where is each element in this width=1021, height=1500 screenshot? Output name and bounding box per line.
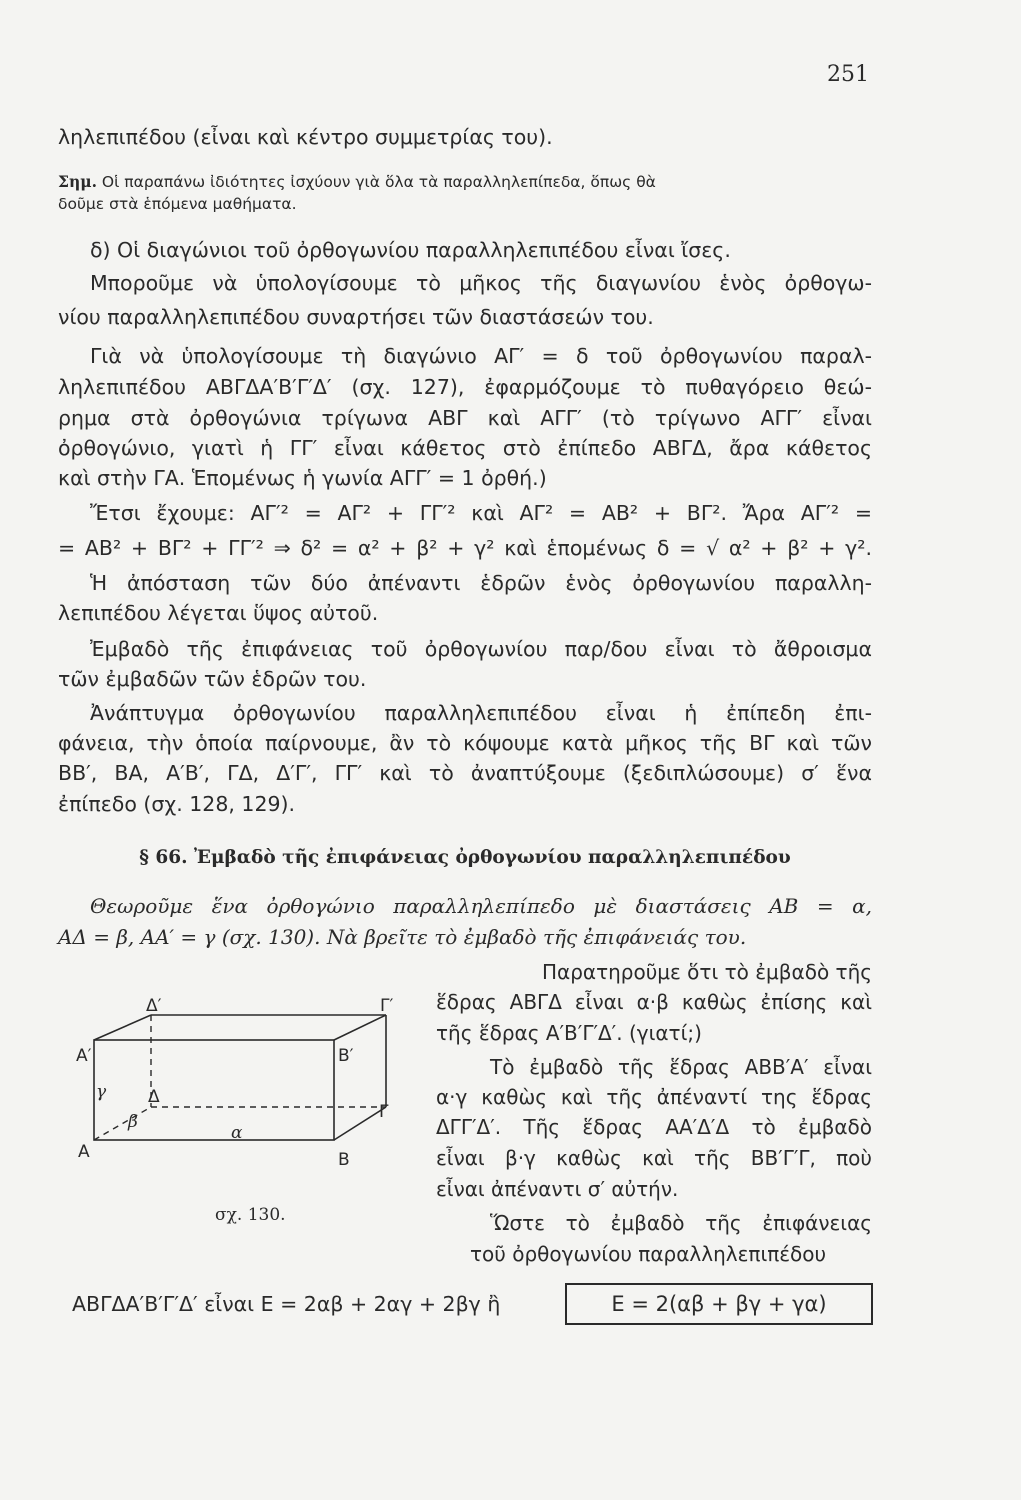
- box-diagram: [76, 995, 396, 1205]
- edge-bp-gp: [334, 1015, 386, 1040]
- problem-line: Θεωροῦμε ἕνα ὀρθογώνιο παραλληλεπίπεδο μὲ διαστάσεις ΑΒ = α,: [90, 894, 872, 918]
- figure-caption: σχ. 130.: [215, 1205, 286, 1225]
- label-gamma: γ: [96, 1082, 107, 1102]
- label-gp: Γ′: [380, 996, 394, 1016]
- right-column-line: ἕδρας ΑΒΓΔ εἶναι α·β καθὼς ἐπίσης καὶ: [436, 990, 872, 1014]
- text-line: φάνεια, τὴν ὁποία παίρνουμε, ἂν τὸ κόψουμε κατὰ μῆκος τῆς ΒΓ καὶ τῶν: [58, 731, 872, 755]
- text-line: ἐπίπεδο (σχ. 128, 129).: [58, 792, 296, 816]
- label-g: Γ: [379, 1102, 389, 1122]
- label-a: Α: [78, 1142, 90, 1162]
- equation-line: = ΑΒ² + ΒΓ² + ΓΓ′² ⇒ δ² = α² + β² + γ² καὶ ἑπομένως δ = √ α² + β² + γ².: [58, 536, 872, 560]
- text-line: ὀρθογώνιο, γιατὶ ἡ ΓΓ′ εἶναι κάθετος στὸ ἐπίπεδο ΑΒΓΔ, ἄρα κάθετος: [58, 436, 872, 460]
- label-b: Β: [338, 1150, 350, 1170]
- right-column-line: Παρατηροῦμε ὅτι τὸ ἐμβαδὸ τῆς: [541, 960, 872, 984]
- section-heading: § 66. Ἐμβαδὸ τῆς ἐπιφάνειας ὀρθογωνίου παραλληλεπιπέδου: [139, 847, 791, 868]
- equation-line: Ἔτσι ἔχουμε: ΑΓ′² = ΑΓ² + ΓΓ′² καὶ ΑΓ² = ΑΒ² + ΒΓ². Ἄρα ΑΓ′² =: [90, 501, 872, 525]
- text-line: Ἐμβαδὸ τῆς ἐπιφάνειας τοῦ ὀρθογωνίου παρ/δου εἶναι τὸ ἄθροισμα: [90, 637, 872, 661]
- text-line: νίου παραλληλεπιπέδου συναρτήσει τῶν διαστάσεών του.: [58, 305, 654, 329]
- label-bp: Β′: [338, 1046, 354, 1066]
- text-line: Ἡ ἀπόσταση τῶν δύο ἀπέναντι ἑδρῶν ἑνὸς ὀρθογωνίου παραλλη-: [90, 571, 872, 595]
- label-dp: Δ′: [146, 996, 162, 1016]
- right-column-line: εἶναι β·γ καθὼς καὶ τῆς ΒΒ′Γ′Γ, ποὺ: [436, 1146, 872, 1170]
- right-column-line: Ὥστε τὸ ἐμβαδὸ τῆς ἐπιφάνειας: [490, 1211, 872, 1235]
- text-line: τῶν ἐμβαδῶν τῶν ἑδρῶν του.: [58, 667, 367, 691]
- text-line: καὶ στὴν ΓΑ. Ἑπομένως ἡ γωνία ΑΓΓ′ = 1 ὀρθή.): [58, 466, 547, 490]
- text-line: ληλεπιπέδου ΑΒΓΔΑ′Β′Γ′Δ′ (σχ. 127), ἐφαρμόζουμε τὸ πυθαγόρειο θεώ-: [58, 375, 872, 399]
- text-line: Γιὰ νὰ ὑπολογίσουμε τὴ διαγώνιο ΑΓ′ = δ τοῦ ὀρθογωνίου παραλ-: [90, 344, 872, 368]
- text-line: δ) Οἱ διαγώνιοι τοῦ ὀρθογωνίου παραλληλεπιπέδου εἶναι ἴσες.: [90, 238, 731, 262]
- text-line: ρημα στὰ ὀρθογώνια τρίγωνα ΑΒΓ καὶ ΑΓΓ′ (τὸ τρίγωνο ΑΓΓ′ εἶναι: [58, 406, 872, 430]
- right-column-line: α·γ καθὼς καὶ τῆς ἀπέναντί της ἕδρας: [436, 1085, 872, 1109]
- label-ap: Α′: [76, 1046, 92, 1066]
- label-beta: β: [128, 1112, 138, 1132]
- figure-130: [76, 995, 396, 1209]
- area-formula-box: Ε = 2(αβ + βγ + γα): [565, 1283, 873, 1325]
- text-line: λεπιπέδου λέγεται ὕψος αὐτοῦ.: [58, 601, 379, 625]
- text-line: Ἀνάπτυγμα ὀρθογωνίου παραλληλεπιπέδου εἶναι ἡ ἐπίπεδη ἐπι-: [90, 701, 872, 725]
- edge-ap-dp: [94, 1015, 151, 1040]
- area-formula-line: ΑΒΓΔΑ′Β′Γ′Δ′ εἶναι Ε = 2αβ + 2αγ + 2βγ ἢ: [72, 1292, 501, 1316]
- right-column-line: τῆς ἕδρας Α′Β′Γ′Δ′. (γιατί;): [436, 1021, 702, 1045]
- right-column-line: τοῦ ὀρθογωνίου παραλληλεπιπέδου: [470, 1242, 827, 1266]
- page-number: 251: [827, 62, 869, 87]
- note-line: δοῦμε στὰ ἑπόμενα μαθήματα.: [58, 195, 297, 213]
- note-text: Οἱ παραπάνω ἰδιότητες ἰσχύουν γιὰ ὅλα τὰ παραλληλεπίπεδα, ὅπως θὰ: [96, 173, 656, 191]
- note-label: Σημ.: [58, 172, 97, 191]
- hidden-edge-a-d: [94, 1107, 151, 1140]
- text-line: ληλεπιπέδου (εἶναι καὶ κέντρο συμμετρίας του).: [58, 125, 553, 149]
- label-alpha: α: [231, 1123, 243, 1143]
- text-line: ΒΒ′, ΒΑ, Α′Β′, ΓΔ, Δ′Γ′, ΓΓ′ καὶ τὸ ἀναπτύξουμε (ξεδιπλώσουμε) σ′ ἕνα: [58, 761, 872, 785]
- problem-line: ΑΔ = β, ΑΑ′ = γ (σχ. 130). Νὰ βρεῖτε τὸ ἐμβαδὸ τῆς ἐπιφάνειάς του.: [58, 925, 747, 949]
- right-column-line: Τὸ ἐμβαδὸ τῆς ἕδρας ΑΒΒ′Α′ εἶναι: [490, 1055, 872, 1079]
- text-line: Μποροῦμε νὰ ὑπολογίσουμε τὸ μῆκος τῆς διαγωνίου ἑνὸς ὀρθογω-: [90, 271, 872, 295]
- note-line: [58, 171, 872, 193]
- right-column-line: εἶναι ἀπέναντι σ′ αὐτήν.: [436, 1177, 679, 1201]
- label-d: Δ: [148, 1087, 160, 1107]
- right-column-line: ΔΓΓ′Δ′. Τῆς ἕδρας ΑΑ′Δ′Δ τὸ ἐμβαδὸ: [436, 1115, 872, 1139]
